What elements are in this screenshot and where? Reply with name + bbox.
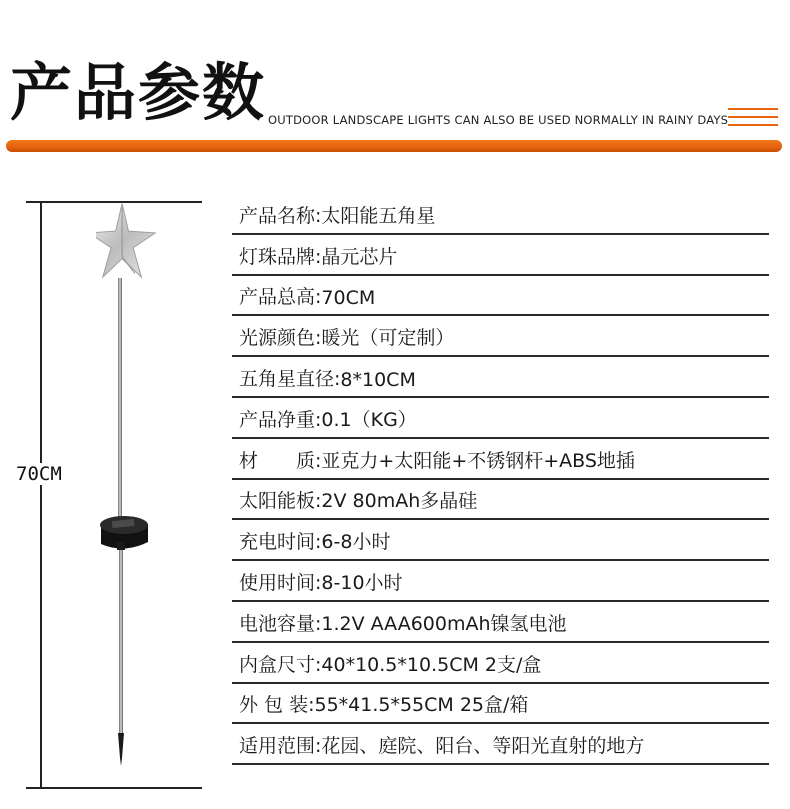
- spec-value: 0.1（KG）: [321, 408, 417, 431]
- page-subtitle: OUTDOOR LANDSCAPE LIGHTS CAN ALSO BE USED NORMALLY IN RAINY DAYS: [268, 113, 729, 127]
- spec-row: [232, 561, 769, 602]
- solar-star-light-image: [96, 198, 156, 778]
- spec-label: 外 包 装:: [239, 694, 315, 717]
- spec-value: 8-10小时: [321, 571, 403, 594]
- spec-label: 五角星直径:: [239, 367, 341, 390]
- spec-label: 充电时间:: [239, 531, 322, 554]
- dimension-vertical-line: [40, 201, 42, 788]
- spec-value: 暖光（可定制）: [321, 327, 455, 350]
- spec-label: 使用时间:: [239, 571, 322, 594]
- spec-label: 灯珠品牌:: [239, 245, 322, 268]
- spec-table: [232, 194, 769, 765]
- spec-label: 产品总高:: [239, 286, 322, 309]
- spec-label: 电池容量:: [239, 612, 322, 635]
- spec-row: [232, 316, 769, 357]
- spec-value: 亚克力+太阳能+不锈钢杆+ABS地插: [321, 449, 635, 472]
- page-title: 产品参数: [10, 56, 267, 129]
- spec-row: [232, 235, 769, 276]
- spec-row: [232, 276, 769, 317]
- decorative-line-2: [728, 116, 778, 118]
- spec-row: [232, 643, 769, 684]
- spec-value: 6-8小时: [321, 531, 391, 554]
- spec-value: 40*10.5*10.5CM 2支/盒: [321, 653, 542, 676]
- spec-value: 8*10CM: [340, 368, 416, 391]
- spec-label: 材 质:: [239, 449, 322, 472]
- spec-label: 内盒尺寸:: [239, 653, 322, 676]
- spec-row: [232, 684, 769, 725]
- spec-label: 太阳能板:: [239, 490, 322, 513]
- spec-value: 1.2V AAA600mAh镍氢电池: [321, 612, 567, 635]
- spec-value: 太阳能五角星: [321, 204, 436, 227]
- spec-row: [232, 194, 769, 235]
- spec-row: [232, 398, 769, 439]
- spec-row: [232, 480, 769, 521]
- spec-value: 2V 80mAh多晶硅: [321, 490, 478, 513]
- spec-row: [232, 439, 769, 480]
- spec-value: 花园、庭院、阳台、等阳光直射的地方: [321, 735, 645, 758]
- spec-row: [232, 724, 769, 765]
- spec-value: 70CM: [321, 287, 376, 310]
- spec-label: 适用范围:: [239, 735, 322, 758]
- spec-label: 产品名称:: [239, 204, 322, 227]
- decorative-line-3: [728, 124, 778, 126]
- dimension-bottom-line: [26, 787, 202, 789]
- decorative-line-1: [728, 108, 778, 110]
- spec-row: [232, 602, 769, 643]
- spec-row: [232, 357, 769, 398]
- header-accent-bar: [6, 140, 782, 152]
- spec-value: 晶元芯片: [321, 245, 398, 268]
- dimension-label: 70CM: [16, 463, 62, 485]
- spec-label: 产品净重:: [239, 408, 322, 431]
- spec-label: 光源颜色:: [239, 327, 322, 350]
- spec-row: [232, 520, 769, 561]
- spec-value: 55*41.5*55CM 25盒/箱: [314, 694, 529, 717]
